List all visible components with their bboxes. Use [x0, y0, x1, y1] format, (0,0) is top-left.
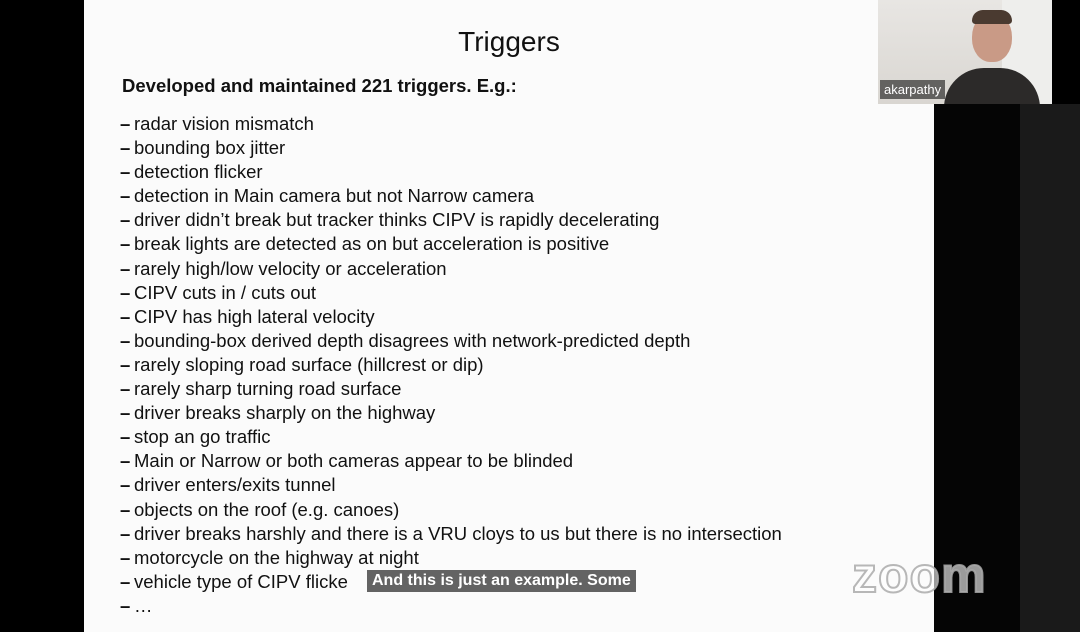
bullet-dash: –	[120, 474, 131, 496]
list-item-text: driver breaks harshly and there is a VRU cloys to us but there is no intersection	[134, 522, 782, 544]
list-item-text: driver breaks sharply on the highway	[134, 402, 436, 424]
list-item	[120, 184, 782, 208]
list-item	[120, 377, 782, 401]
bullet-dash: –	[120, 450, 131, 472]
bullet-dash: –	[120, 281, 131, 303]
list-item-text: detection flicker	[134, 161, 263, 183]
bullet-dash: –	[120, 426, 131, 448]
list-item	[120, 449, 782, 473]
bullet-dash: –	[120, 402, 131, 424]
bullet-dash: –	[120, 185, 131, 207]
list-item	[120, 594, 782, 618]
slide-title: Triggers	[458, 26, 560, 57]
participant-name-label: akarpathy	[880, 80, 945, 99]
bullet-dash: –	[120, 378, 131, 400]
zoom-logo: zoom	[852, 547, 987, 603]
list-item	[120, 401, 782, 425]
closed-caption: And this is just an example. Some	[367, 570, 636, 592]
list-item	[120, 232, 782, 256]
list-item-text: bounding-box derived depth disagrees with network-predicted depth	[134, 329, 691, 351]
participant-hair	[972, 10, 1012, 24]
list-item	[120, 329, 782, 353]
list-item-text: motorcycle on the highway at night	[134, 546, 419, 568]
list-item	[120, 208, 782, 232]
trigger-list	[120, 112, 782, 618]
shared-slide	[84, 0, 934, 632]
list-item	[120, 522, 782, 546]
bullet-dash: –	[120, 161, 131, 183]
right-panel-strip	[1020, 104, 1080, 632]
bullet-dash: –	[120, 498, 131, 520]
bullet-dash: –	[120, 257, 131, 279]
bullet-dash: –	[120, 137, 131, 159]
list-item-text: …	[134, 594, 153, 616]
list-item-text: break lights are detected as on but acceleration is positive	[134, 233, 610, 255]
bullet-dash: –	[120, 209, 131, 231]
list-item-text: radar vision mismatch	[134, 113, 314, 134]
list-item	[120, 136, 782, 160]
list-item	[120, 546, 782, 570]
list-item	[120, 473, 782, 497]
bullet-dash: –	[120, 353, 131, 375]
list-item-text: vehicle type of CIPV flicke	[134, 570, 348, 592]
list-item-text: rarely high/low velocity or acceleration	[134, 257, 447, 279]
bullet-dash: –	[120, 113, 131, 134]
list-item	[120, 305, 782, 329]
list-item	[120, 257, 782, 281]
list-item	[120, 281, 782, 305]
bullet-dash: –	[120, 570, 131, 592]
bullet-dash: –	[120, 233, 131, 255]
list-item	[120, 112, 782, 136]
bullet-dash: –	[120, 594, 131, 616]
list-item-text: bounding box jitter	[134, 137, 286, 159]
bullet-dash: –	[120, 522, 131, 544]
list-item-text: driver didn’t break but tracker thinks CIPV is rapidly decelerating	[134, 209, 660, 231]
bullet-dash: –	[120, 546, 131, 568]
bullet-dash: –	[120, 329, 131, 351]
list-item-text: detection in Main camera but not Narrow camera	[134, 185, 534, 207]
slide-heading: Developed and maintained 221 triggers. E.g.:	[122, 75, 517, 96]
list-item-text: CIPV has high lateral velocity	[134, 305, 375, 327]
list-item	[120, 160, 782, 184]
list-item-text: rarely sloping road surface (hillcrest or dip)	[134, 353, 484, 375]
bullet-dash: –	[120, 305, 131, 327]
list-item-text: Main or Narrow or both cameras appear to be blinded	[134, 450, 574, 472]
list-item-text: driver enters/exits tunnel	[134, 474, 336, 496]
list-item-text: objects on the roof (e.g. canoes)	[134, 498, 400, 520]
list-item	[120, 353, 782, 377]
list-item	[120, 425, 782, 449]
list-item-text: rarely sharp turning road surface	[134, 378, 402, 400]
list-item-text: stop an go traffic	[134, 426, 271, 448]
list-item-text: CIPV cuts in / cuts out	[134, 281, 316, 303]
list-item	[120, 498, 782, 522]
